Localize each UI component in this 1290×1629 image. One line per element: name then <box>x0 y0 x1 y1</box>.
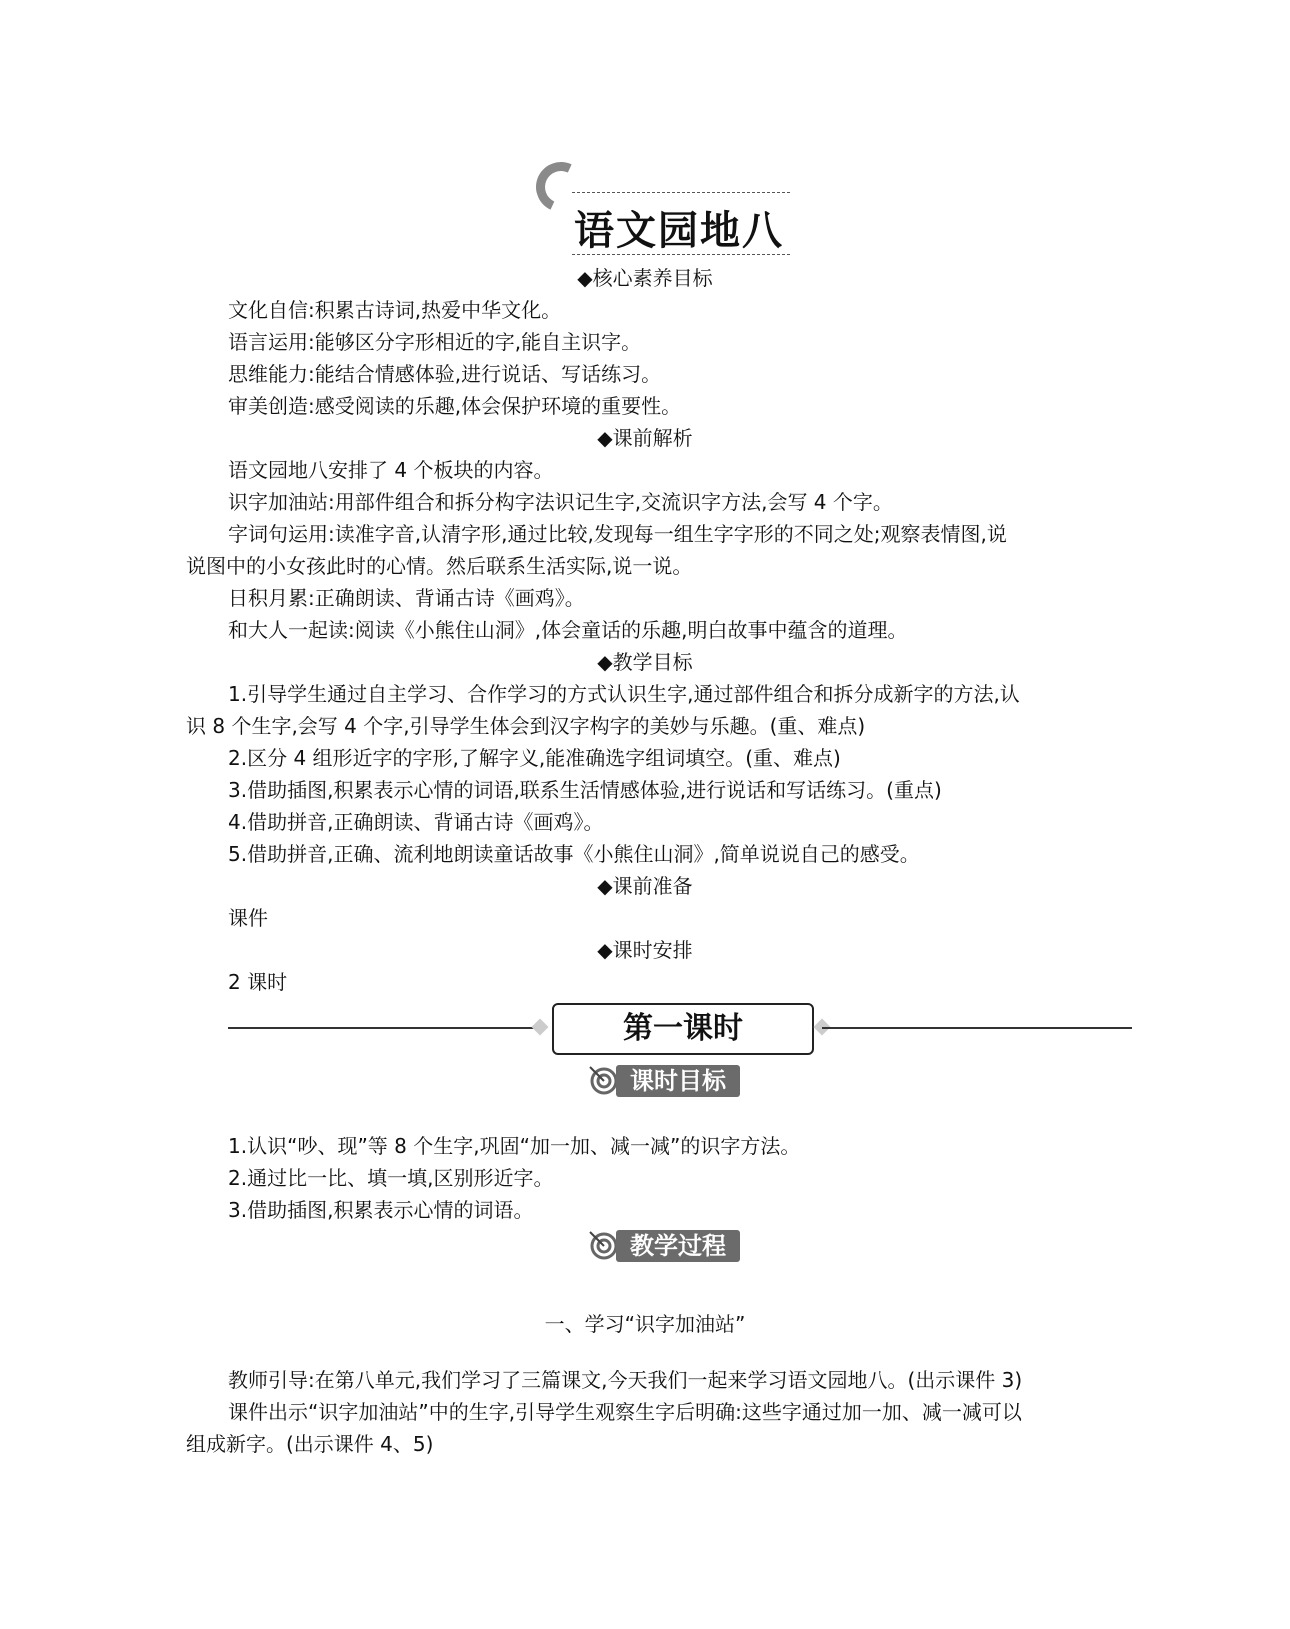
goal-item: 3.借助插图,积累表示心情的词语,联系生活情感体验,进行说话和写话练习。(重点) <box>228 778 942 802</box>
prep-text: 课件 <box>228 906 268 930</box>
objectives-badge-label: 课时目标 <box>616 1065 740 1097</box>
prep-heading: ◆课前准备 <box>597 874 693 898</box>
core-item: 语言运用:能够区分字形相近的字,能自主识字。 <box>228 330 642 354</box>
goal-item: 1.引导学生通过自主学习、合作学习的方式认识生字,通过部件组合和拆分成新字的方法,认 <box>228 682 1020 706</box>
analysis-item: 说图中的小女孩此时的心情。然后联系生活实际,说一说。 <box>186 554 693 578</box>
analysis-item: 和大人一起读:阅读《小熊住山洞》,体会童话的乐趣,明白故事中蕴含的道理。 <box>228 618 908 642</box>
title-bottom-dashed-rule <box>572 254 790 255</box>
core-item: 思维能力:能结合情感体验,进行说话、写话练习。 <box>228 362 662 386</box>
goal-item: 2.区分 4 组形近字的字形,了解字义,能准确选字组词填空。(重、难点) <box>228 746 841 770</box>
divider-left-rule <box>228 1027 540 1029</box>
core-heading: ◆核心素养目标 <box>577 266 713 290</box>
process-line: 教师引导:在第八单元,我们学习了三篇课文,今天我们一起来学习语文园地八。(出示课件 3) <box>228 1368 1023 1392</box>
process-badge <box>588 1228 740 1264</box>
objective-item: 3.借助插图,积累表示心情的词语。 <box>228 1198 534 1222</box>
process-line: 课件出示“识字加油站”中的生字,引导学生观察生字后明确:这些字通过加一加、减一减可以 <box>228 1400 1022 1424</box>
schedule-heading: ◆课时安排 <box>597 938 693 962</box>
analysis-item: 识字加油站:用部件组合和拆分构字法识记生字,交流识字方法,会写 4 个字。 <box>228 490 893 514</box>
objective-item: 1.认识“吵、现”等 8 个生字,巩固“加一加、减一减”的识字方法。 <box>228 1134 801 1158</box>
target-icon <box>588 1230 618 1260</box>
divider-left-diamond <box>532 1019 549 1036</box>
target-icon <box>588 1065 618 1095</box>
process-line: 组成新字。(出示课件 4、5) <box>186 1432 434 1456</box>
core-item: 审美创造:感受阅读的乐趣,体会保护环境的重要性。 <box>228 394 682 418</box>
goal-item: 4.借助拼音,正确朗读、背诵古诗《画鸡》。 <box>228 810 604 834</box>
schedule-text: 2 课时 <box>228 970 288 994</box>
objectives-badge <box>588 1063 740 1099</box>
lesson-title: 第一课时 <box>552 1003 814 1055</box>
part-heading: 一、学习“识字加油站” <box>544 1312 746 1336</box>
title-top-dashed-rule <box>572 192 790 193</box>
goal-item: 识 8 个生字,会写 4 个字,引导学生体会到汉字构字的美妙与乐趣。(重、难点) <box>186 714 866 738</box>
core-item: 文化自信:积累古诗词,热爱中华文化。 <box>228 298 562 322</box>
divider-right-rule <box>822 1027 1132 1029</box>
analysis-heading: ◆课前解析 <box>597 426 693 450</box>
analysis-item: 语文园地八安排了 4 个板块的内容。 <box>228 458 554 482</box>
page-title: 语文园地八 <box>574 208 784 254</box>
goal-item: 5.借助拼音,正确、流利地朗读童话故事《小熊住山洞》,简单说说自己的感受。 <box>228 842 920 866</box>
analysis-item: 日积月累:正确朗读、背诵古诗《画鸡》。 <box>228 586 585 610</box>
goals-heading: ◆教学目标 <box>597 650 693 674</box>
analysis-item: 字词句运用:读准字音,认清字形,通过比较,发现每一组生字字形的不同之处;观察表情图,说 <box>228 522 1007 546</box>
objective-item: 2.通过比一比、填一填,区别形近字。 <box>228 1166 554 1190</box>
process-badge-label: 教学过程 <box>616 1230 740 1262</box>
